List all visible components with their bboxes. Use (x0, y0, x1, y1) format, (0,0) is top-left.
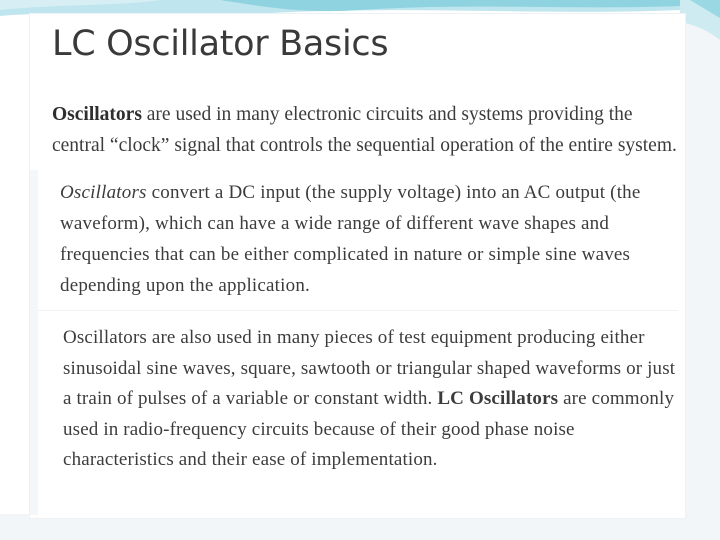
right-decor-band (680, 0, 720, 540)
paragraph3-text-start: Oscillators are also used in many pieces of test equipment producing either sinusoidal sine waves, square, sawtooth or triangular shaped waveforms or just a train of pulses of a variable or constant width. (63, 327, 676, 409)
right-decor (680, 0, 720, 540)
paragraph-test-equipment (63, 323, 683, 476)
term-lc-oscillators: LC Oscillators (437, 388, 559, 409)
term-oscillators-italic: Oscillators (60, 182, 147, 203)
slide-title: LC Oscillator Basics (52, 24, 389, 64)
paragraph3-text-end: are commonly used in radio-frequency circuits because of their good phase noise characteristics and their ease of implementation. (63, 388, 675, 470)
paragraph-clock-signal (52, 99, 677, 161)
left-edge-shade (30, 170, 38, 515)
paragraph-dc-to-ac (60, 177, 680, 301)
paragraph1-text: are used in many electronic circuits and systems providing the central “clock” signal that controls the sequential operation of the entire system. (52, 104, 677, 156)
term-oscillators: Oscillators (52, 104, 142, 125)
paragraph2-text: convert a DC input (the supply voltage) into an AC output (the waveform), which can have a wide range of different wave shapes and frequencies that can be either complicated in nature or simple sine waves depending upon the application. (60, 182, 641, 296)
section-divider (38, 310, 678, 311)
